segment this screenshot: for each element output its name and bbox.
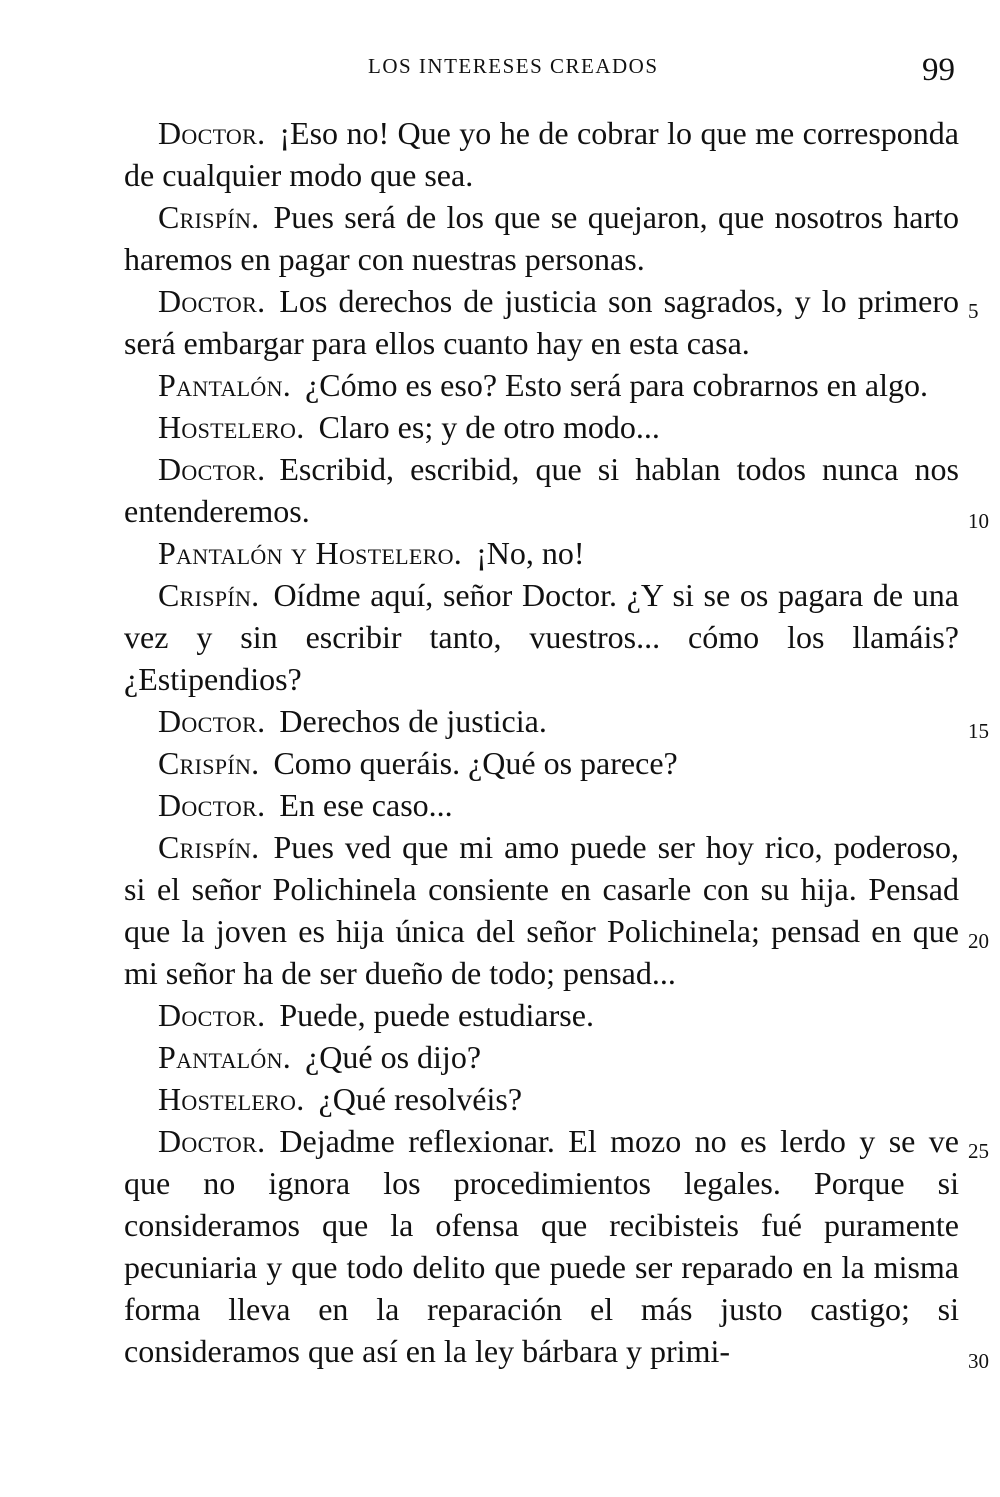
speech-text: ¿Qué os dijo? [305,1039,482,1075]
dialogue-paragraph [124,532,959,574]
line-number: 5 [968,299,979,323]
speech-text: Pues será de los que se quejaron, que nosotros harto haremos en pagar con nuestras personas. [124,199,959,277]
dialogue-paragraph [124,994,959,1036]
speech-text: ¿Qué resolvéis? [318,1081,523,1117]
speaker-name: Doctor. [158,703,266,739]
speech-text: ¡No, no! [476,535,585,571]
dialogue-paragraph [124,826,959,994]
line-number: 15 [968,719,989,743]
speaker-name: Pantalón. [158,367,292,403]
speaker-name: Doctor. [158,115,266,151]
dialogue-paragraph [124,1078,959,1120]
speaker-name: Pantalón y Hostelero. [158,535,463,571]
running-head: LOS INTERESES CREADOS [368,54,659,78]
speech-text: ¿Cómo es eso? Esto será para cobrarnos en algo. [305,367,928,403]
dialogue-paragraph [124,574,959,700]
speaker-name: Doctor. [158,787,266,823]
speech-text: Como queráis. ¿Qué os parece? [273,745,678,781]
dialogue-paragraph [124,406,959,448]
speaker-name: Doctor. [158,1123,266,1159]
dialogue-paragraph [124,280,959,364]
dialogue-paragraph [124,1036,959,1078]
speech-text: Oídme aquí, señor Doctor. ¿Y si se os pagara de una vez y sin escribir tanto, vuestros... cómo los llamáis? ¿Estipendios? [124,577,959,697]
line-number: 30 [968,1349,989,1373]
speaker-name: Pantalón. [158,1039,292,1075]
speech-text: Dejadme reflexionar. El mozo no es lerdo y se ve que no ignora los procedimientos legales. Porque si consideramos que la ofensa que recibisteis fué puramente pecuniaria y que todo delito que puede ser reparado en la misma forma lleva en la reparación el más justo castigo; si consideramos que así en la ley bárbara y primi- [124,1123,959,1369]
speaker-name: Crispín. [158,829,260,865]
speech-text: Puede, puede estudiarse. [279,997,594,1033]
speaker-name: Doctor. [158,451,266,487]
speech-text: Los derechos de justicia son sagrados, y lo primero será embargar para ellos cuanto hay en esta casa. [124,283,959,361]
speaker-name: Crispín. [158,199,260,235]
speech-text: En ese caso... [279,787,453,823]
dialogue-paragraph [124,1120,959,1372]
speaker-name: Hostelero. [158,409,305,445]
speaker-name: Crispín. [158,577,260,613]
dialogue-paragraph [124,196,959,280]
line-number: 10 [968,509,989,533]
speaker-name: Doctor. [158,283,266,319]
speech-text: Derechos de justicia. [279,703,547,739]
speaker-name: Crispín. [158,745,260,781]
speech-text: Pues ved que mi amo puede ser hoy rico, poderoso, si el señor Polichinela consiente en casarle con su hija. Pensad que la joven es hija única del señor Polichinela; pensad en que mi señor ha de ser dueño de todo; pensad... [124,829,959,991]
speaker-name: Doctor. [158,997,266,1033]
dialogue-paragraph [124,700,959,742]
page-number: 99 [922,52,955,88]
dialogue-paragraph [124,112,959,196]
dialogue-text [124,112,959,1372]
dialogue-paragraph [124,448,959,532]
dialogue-paragraph [124,364,959,406]
dialogue-paragraph [124,784,959,826]
dialogue-paragraph [124,742,959,784]
speech-text: ¡Eso no! Que yo he de cobrar lo que me corresponda de cualquier modo que sea. [124,115,959,193]
speaker-name: Hostelero. [158,1081,305,1117]
speech-text: Escribid, escribid, que si hablan todos nunca nos entenderemos. [124,451,959,529]
line-number: 20 [968,929,989,953]
speech-text: Claro es; y de otro modo... [318,409,660,445]
line-number: 25 [968,1139,989,1163]
